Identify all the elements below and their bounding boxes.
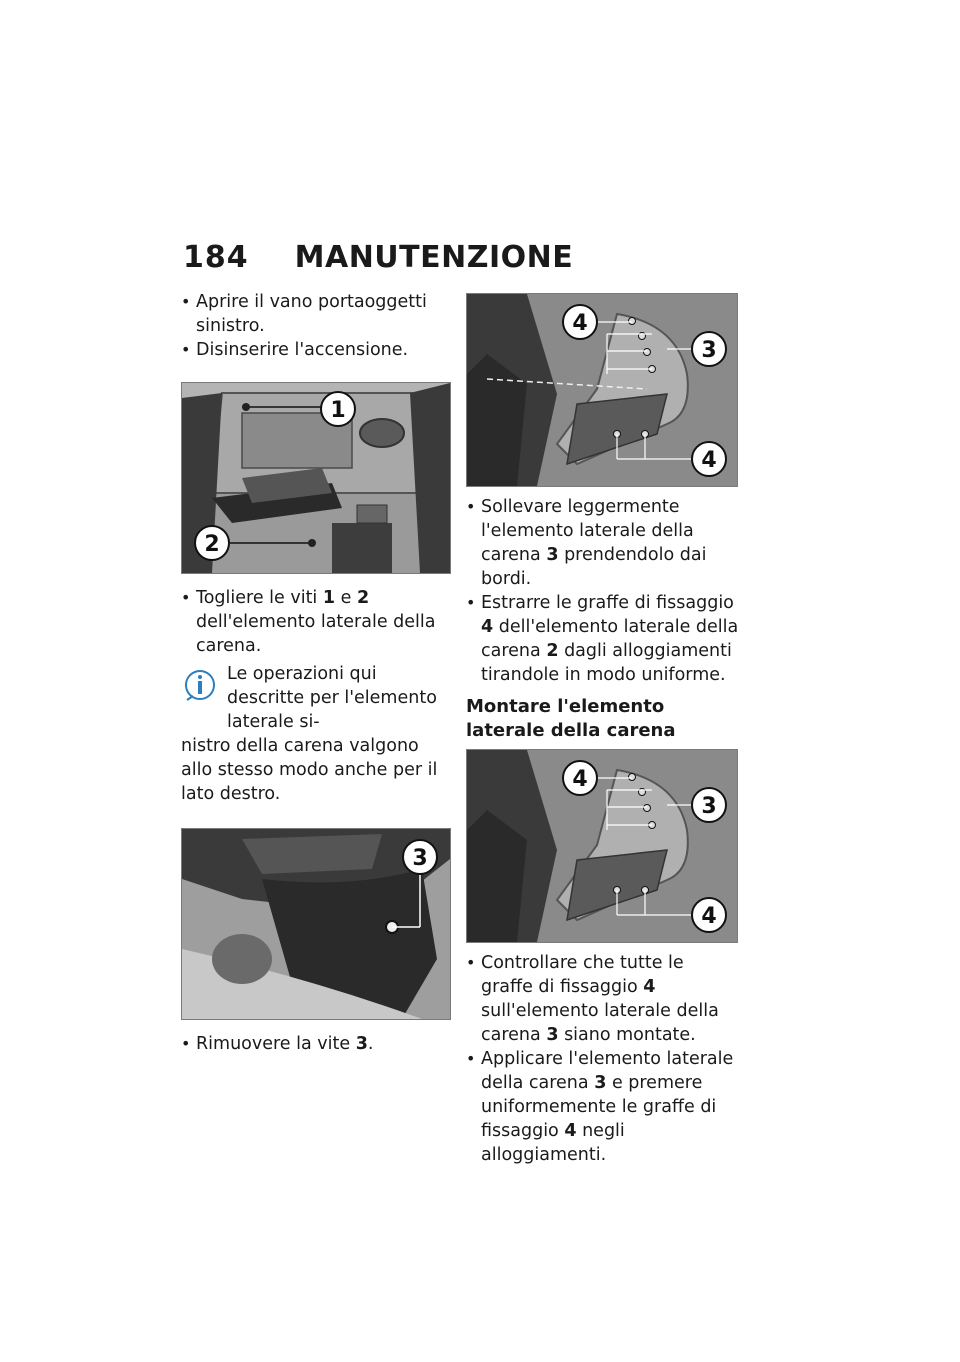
page-header bbox=[183, 240, 573, 275]
callout-2: 2 bbox=[204, 532, 220, 557]
photo-illustration bbox=[467, 750, 737, 942]
page-number: 184 bbox=[183, 240, 249, 275]
list-item: • Estrarre le graffe di fissaggio 4 dell'elemento laterale della carena 2 dagli alloggiamenti tirandole in modo uniforme. bbox=[466, 591, 741, 687]
list-item: • Disinserire l'accensione. bbox=[181, 338, 453, 362]
photo-illustration bbox=[467, 294, 737, 486]
step-list-c bbox=[181, 586, 453, 658]
step-list-ef bbox=[466, 495, 741, 687]
note-text-rest: nistro della carena valgono allo stesso modo anche per il lato destro. bbox=[181, 736, 438, 804]
section-title: MANUTENZIONE bbox=[294, 240, 574, 275]
photo-fairing-clips-install bbox=[466, 749, 738, 943]
left-column bbox=[181, 290, 453, 1056]
callout-1: 1 bbox=[330, 398, 346, 423]
note-text-first: Le operazioni qui descritte per l'elemento laterale si- bbox=[227, 664, 437, 732]
callout-4-bottom: 4 bbox=[701, 448, 717, 473]
info-icon bbox=[181, 664, 223, 706]
list-item: • Togliere le viti 1 e 2 dell'elemento laterale della carena. bbox=[181, 586, 453, 658]
list-item: • Aprire il vano portaoggetti sinistro. bbox=[181, 290, 453, 338]
list-item: • Sollevare leggermente l'elemento laterale della carena 3 prendendolo dai bordi. bbox=[466, 495, 741, 591]
photo-illustration bbox=[182, 383, 450, 573]
photo-illustration bbox=[182, 829, 450, 1019]
subheading-install: Montare l'elemento laterale della carena bbox=[466, 696, 676, 741]
step-list-d bbox=[181, 1032, 453, 1056]
callout-3: 3 bbox=[701, 794, 717, 819]
photo-side-panel-screw bbox=[181, 828, 451, 1020]
callout-3: 3 bbox=[412, 846, 428, 871]
step-list-gh bbox=[466, 951, 741, 1167]
photo-storage-compartment bbox=[181, 382, 451, 574]
callout-4-top: 4 bbox=[572, 767, 588, 792]
list-item: • Controllare che tutte le graffe di fissaggio 4 sull'elemento laterale della carena 3 siano montate. bbox=[466, 951, 741, 1047]
callout-4-bottom: 4 bbox=[701, 904, 717, 929]
right-column bbox=[466, 290, 741, 1167]
step-list-a bbox=[181, 290, 453, 362]
list-item: • Rimuovere la vite 3. bbox=[181, 1032, 453, 1056]
list-item: • Applicare l'elemento laterale della carena 3 e premere uniformemente le graffe di fissaggio 4 negli alloggiamenti. bbox=[466, 1047, 741, 1167]
callout-4-top: 4 bbox=[572, 311, 588, 336]
photo-fairing-clips bbox=[466, 293, 738, 487]
info-note bbox=[181, 662, 453, 806]
callout-3: 3 bbox=[701, 338, 717, 363]
